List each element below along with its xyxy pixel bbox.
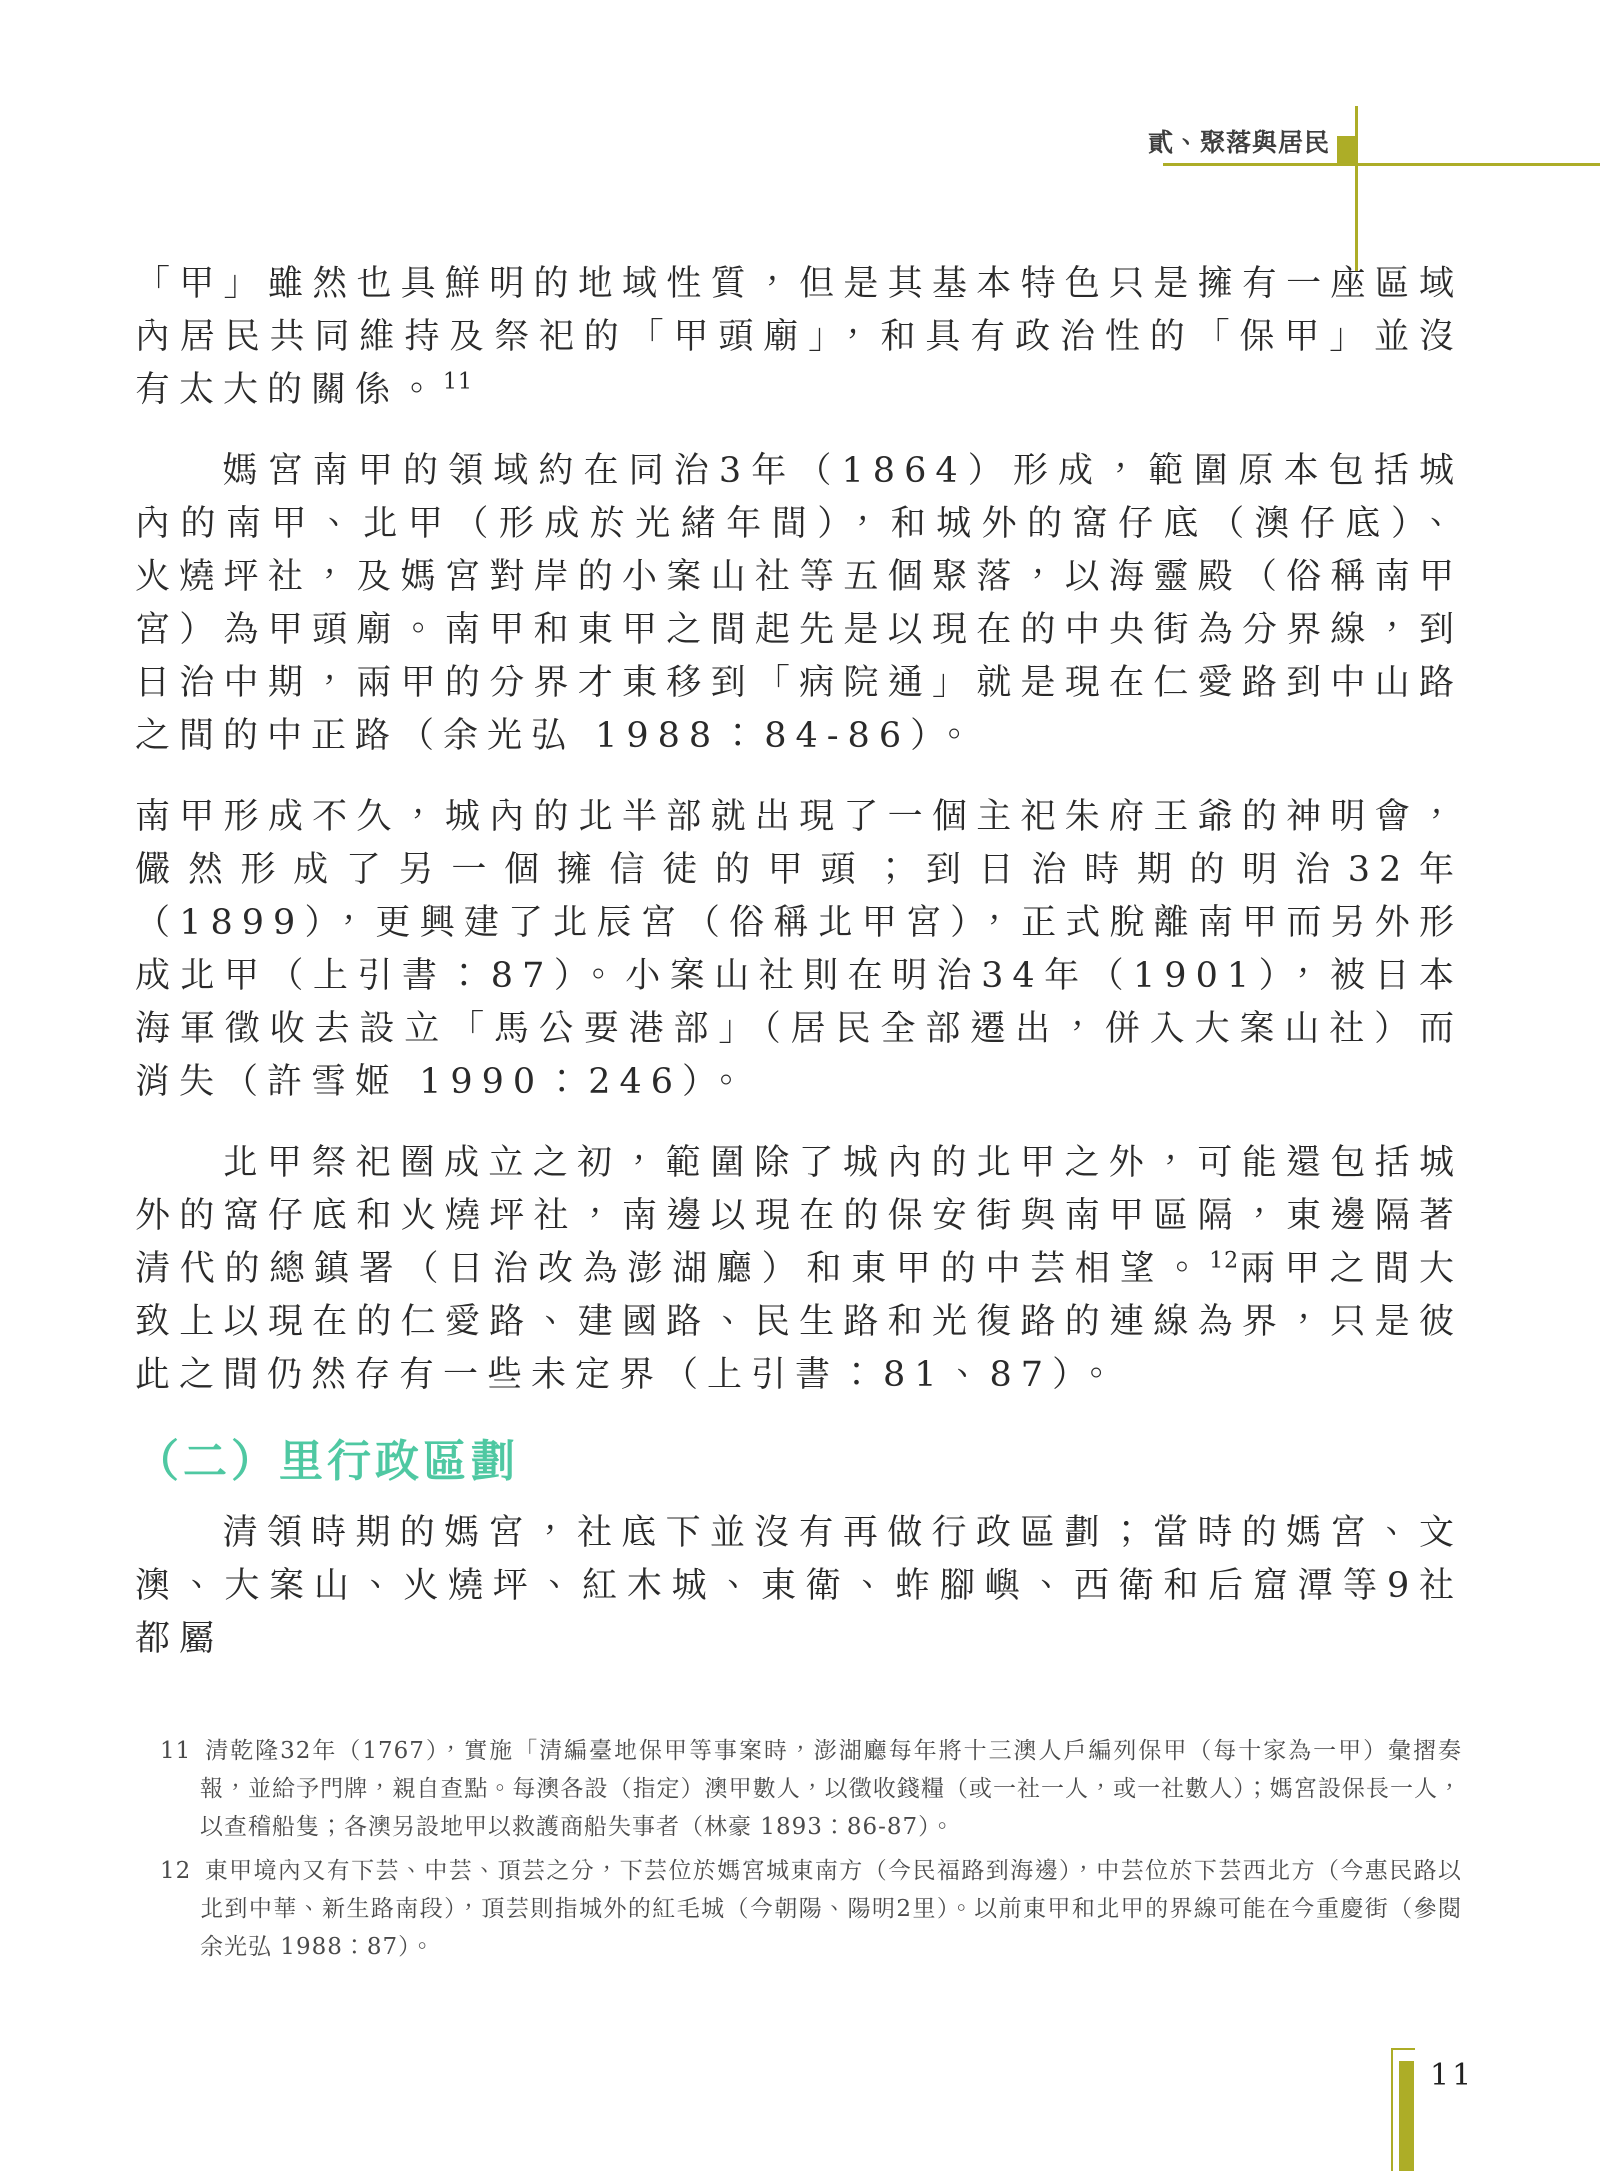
paragraph-magong-nanjia: 媽宮南甲的領域約在同治3年（1864）形成，範圍原本包括城內的南甲、北甲（形成於光緒年間），和城外的窩仔底（澳仔底）、火燒坪社，及媽宮對岸的小案山社等五個聚落，以海靈殿（俗稱南甲宮）為甲頭廟。南甲和東甲之間起先是以現在的中央街為分界線，到日治中期，兩甲的分界才東移到「病院通」就是現在仁愛路到中山路之間的中正路（余光弘 1988：84-86）。 (135, 451, 1463, 756)
footnote-text: 東甲境內又有下芸、中芸、頂芸之分，下芸位於媽宮城東南方（今民福路到海邊），中芸位於下芸西北方（今惠民路以北到中華、新生路南段），頂芸則指城外的紅毛城（今朝陽、陽明2里）。以前東甲和北甲的界線可能在今重慶街（參閱余光弘 1988：87）。 (200, 1858, 1462, 1960)
footnotes (160, 1732, 1462, 1972)
running-title: 貳、聚落與居民 (1147, 128, 1330, 157)
footnote-number: 11 (160, 1738, 192, 1764)
footer-accent-bar (1399, 2061, 1414, 2171)
paragraph-qing-admin: 清領時期的媽宮，社底下並沒有再做行政區劃；當時的媽宮、文澳、大案山、火燒坪、紅木城、東衛、蚱腳嶼、西衛和后窟潭等9社都屬 (135, 1513, 1463, 1659)
paragraph-beijia-worship: 北甲祭祀圈成立之初，範圍除了城內的北甲之外，可能還包括城外的窩仔底和火燒坪社，南邊以現在的保安街與南甲區隔，東邊隔著清代的總鎮署（日治改為澎湖廳）和東甲的中芸相望。$^{12}$兩甲之間大致上以現在的仁愛路、建國路、民生路和光復路的連線為界，只是彼此之間仍然存有一些未定界（上引書：81、87）。 (135, 1143, 1463, 1395)
paragraph-nanjia-formation: 南甲形成不久，城內的北半部就出現了一個主祀朱府王爺的神明會，儼然形成了另一個擁信徒的甲頭；到日治時期的明治32年（1899），更興建了北辰宮（俗稱北甲宮），正式脫離南甲而另外形成北甲（上引書：87）。小案山社則在明治34年（1901），被日本海軍徵收去設立「馬公要港部」（居民全部遷出，併入大案山社）而消失（許雪姬 1990：246）。 (135, 797, 1463, 1102)
page-number: 11 (1430, 2058, 1475, 2093)
footnote-number: 12 (160, 1858, 192, 1884)
body-text (135, 258, 1463, 1694)
header-accent-square (1337, 136, 1357, 166)
footnote-12 (160, 1852, 1462, 1966)
section-heading: （二）里行政區劃 (135, 1437, 519, 1486)
header-rule-vertical (1355, 106, 1358, 272)
footnote-text: 清乾隆32年（1767），實施「清編臺地保甲等事案時，澎湖廳每年將十三澳人戶編列保甲（每十家為一甲）彙摺奏報，並給予門牌，親自查點。每澳各設（指定）澳甲數人，以徵收錢糧（或一社一人，或一社數人）；媽宮設保長一人，以查稽船隻；各澳另設地甲以救護商船失事者（林豪 1893：86-87）。 (200, 1738, 1462, 1840)
paragraph-jia-intro: 「甲」雖然也具鮮明的地域性質，但是其基本特色只是擁有一座區域內居民共同維持及祭祀的「甲頭廟」，和具有政治性的「保甲」並沒有太大的關係。$^{11}$ (135, 264, 1463, 410)
header-rule-horizontal (1163, 163, 1600, 166)
footnote-11 (160, 1732, 1462, 1846)
